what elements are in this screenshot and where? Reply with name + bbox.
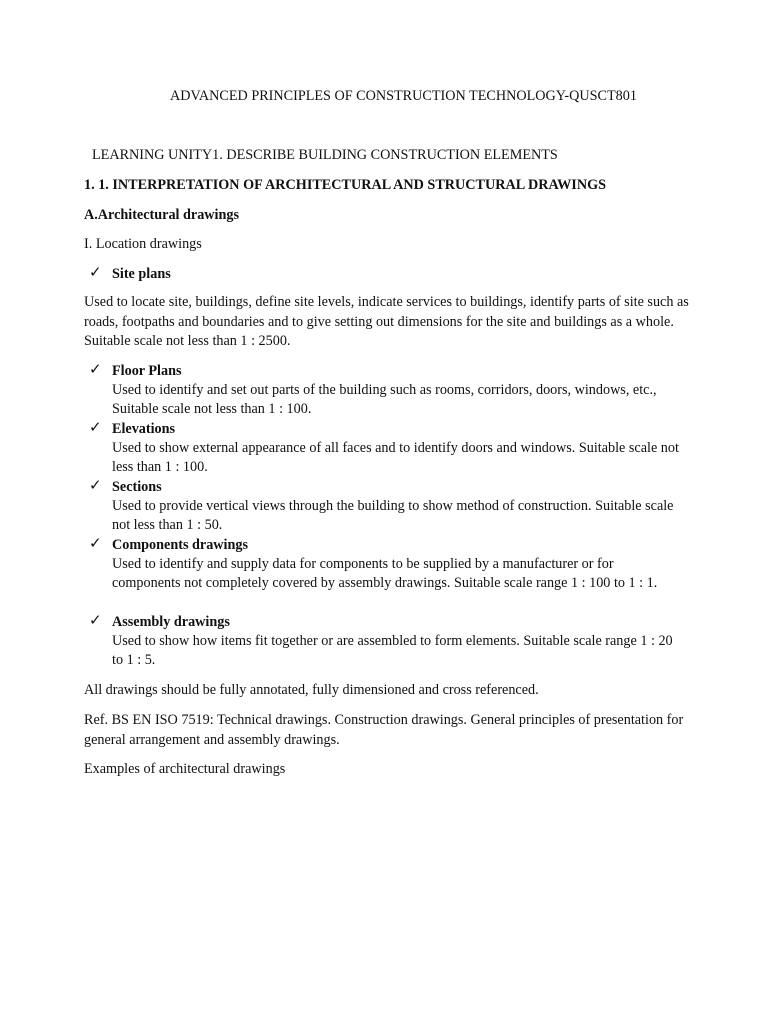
examples-label: Examples of architectural drawings <box>84 761 286 777</box>
floor-plans-description: Used to identify and set out parts of the building such as rooms, corridors, doors, windows, etc., Suitable scale not less than 1 : 100. <box>112 382 657 417</box>
elevations-title: Elevations <box>112 421 176 437</box>
checkmark-icon: ✓ <box>89 265 102 281</box>
sections-title: Sections <box>112 479 162 495</box>
floor-plans-title: Floor Plans <box>112 363 182 379</box>
subsubsection-heading: I. Location drawings <box>84 236 202 252</box>
elevations-description: Used to show external appearance of all faces and to identify doors and windows. Suitable scale not less than 1 : 100. <box>112 440 679 475</box>
components-drawings-description: Used to identify and supply data for components to be supplied by a manufacturer or for components not completely covered by assembly drawings. Suitable scale range 1 : 100 to 1 : 1. <box>112 556 658 591</box>
annotation-note: All drawings should be fully annotated, fully dimensioned and cross referenced. <box>84 682 539 698</box>
site-plans-description: Used to locate site, buildings, define site levels, indicate services to buildings, identify parts of site such as roads, footpaths and boundaries and to give setting out dimensions for the site and buildings as a whole. Suitable scale not less than 1 : 2500. <box>84 294 689 349</box>
subsection-heading: A.Architectural drawings <box>84 207 239 223</box>
site-plans-title: Site plans <box>112 266 171 282</box>
checkmark-icon: ✓ <box>89 420 102 436</box>
checkmark-icon: ✓ <box>89 478 102 494</box>
reference-note: Ref. BS EN ISO 7519: Technical drawings. Construction drawings. General principles of presentation for general arrangement and assembly drawings. <box>84 712 684 748</box>
components-drawings-title: Components drawings <box>112 537 248 553</box>
assembly-drawings-title: Assembly drawings <box>112 614 230 630</box>
assembly-drawings-description: Used to show how items fit together or are assembled to form elements. Suitable scale range 1 : 20 to 1 : 5. <box>112 633 673 668</box>
section-heading: 1. 1. INTERPRETATION OF ARCHITECTURAL AND STRUCTURAL DRAWINGS <box>84 177 606 193</box>
checkmark-icon: ✓ <box>89 536 102 552</box>
course-title: ADVANCED PRINCIPLES OF CONSTRUCTION TECHNOLOGY-QUSCT801 <box>170 88 637 104</box>
sections-description: Used to provide vertical views through the building to show method of construction. Suitable scale not less than 1 : 50. <box>112 498 674 533</box>
learning-unit-title: LEARNING UNITY1. DESCRIBE BUILDING CONSTRUCTION ELEMENTS <box>92 147 558 163</box>
checkmark-icon: ✓ <box>89 362 102 378</box>
checkmark-icon: ✓ <box>89 613 102 629</box>
